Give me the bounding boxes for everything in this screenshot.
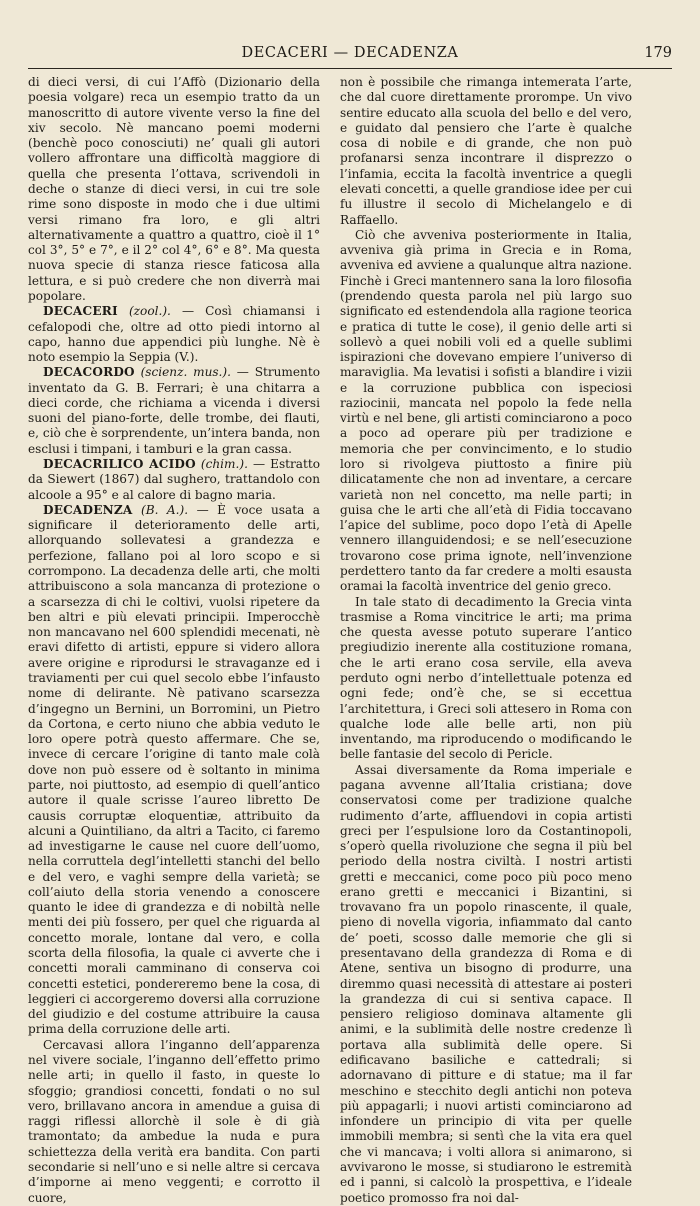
paragraph-continuation: non è possibile che rimanga intemerata l’arte, che dal cuore direttamente prorompe. Un vivo sentire educato alla scuola del bello e del vero, e guidato dal pensiero che l’arte è qualche cosa di nobile e di grande, che non può profanarsi senza incontrare il disprezzo o l’infamia, eccita la facoltà inventrice a quegli elevati concetti, a quelle grandiose idee per cui fu illustre il secolo di Michelangelo e di Raffaello. (340, 75, 632, 227)
paragraph-italia-cristiana: Assai diversamente da Roma imperiale e pagana avvenne all’Italia cristiana; dove conservatosi come per tradizione qualche rudimento d’arte, affluendovi in copia artisti greci per l’espulsione loro da Costantinopoli, s’operò quella rivoluzione che segna il più bel periodo della nostra civiltà. I nostri artisti gretti e meccanici, come poco più poco meno erano gretti e meccanici i Bizantini, si trovavano fra un popolo rinascente, il quale, pieno di novella vigoria, infiammato dal canto de’ poeti, scosso dalle memorie che gli si presentavano della grandezza di Roma e di Atene, sentiva un bisogno di produrre, una diremmo quasi necessità di attestare ai posteri la grandezza di cui si sentiva capace. Il pensiero religioso dominava altamente gli animi, e la sublimità delle nostre credenze lì portava alla sublimità delle opere. Si edificavano basiliche e cattedrali; si adornavano di pitture e di statue; ma il far meschino e stecchito degli antichi non poteva più appagarli; i nuovi artisti cominciarono ad infondere un principio di vita per quelle immobili membra; si sentì che la vita era quel che vi mancava; i volti allora si animarono, si avvivarono le mosse, si studiarono le estremità ed i panni, si calcolò la prospettiva, e l’ideale poetico promosso fra noi dal- (340, 762, 632, 1205)
entry-decaceri (28, 304, 320, 365)
entry-headword: DECADENZA (43, 502, 133, 517)
paragraph-decadimento: In tale stato di decadimento la Grecia vinta trasmise a Roma vincitrice le arti; ma prima che questa avesse potuto superare l’antico pregiudizio inerente alla costituzione romana, che le arti erano cosa servile, ella aveva perduto ogni nerbo d’intellettuale potenza ed ogni fede; ond’è che, se si eccettua l’architettura, i Greci soli attesero in Roma con qualche lode alle belle arti, non più inventando, ma riproducendo o modificando le belle fantasie del secolo di Pericle. (340, 594, 632, 762)
entry-headword: DECACERI (43, 304, 118, 319)
running-title: DECACERI — DECADENZA (241, 45, 459, 61)
left-column (28, 75, 320, 1206)
entry-category: (scienz. mus.). (140, 365, 231, 380)
running-header (28, 44, 672, 69)
entry-headword: DECACRILICO ACIDO (43, 457, 196, 472)
entry-text: — Strumento inventato da G. B. Ferrari; è una chitarra a dieci corde, che richiama a vicenda i diversi suoni del piano-forte, delle trombe, dei flauti, e, ciò che è sorprendente, un’intera banda, non esclusi i timpani, i tamburi e la gran cassa. (28, 365, 320, 456)
entry-category: (chim.). (200, 457, 248, 472)
entry-decacordo (28, 365, 320, 457)
right-column (340, 75, 632, 1206)
paragraph-deca-continuation: di dieci versi, di cui l’Affò (Dizionario della poesia volgare) reca un esempio tratto da un manoscritto di autore vivente verso la fine del xiv secolo. Nè mancano poemi moderni (benchè poco conosciuti) ne’ quali gli autori vollero affrontare una difficoltà maggiore di quella che presenta l’ottava, scrivendoli in deche o stanze di dieci versi, in cui tre sole rime sono disposte in modo che i due ultimi versi rimano fra loro, e gli altri alternativamente a quattro a quattro, cioè il 1° col 3°, 5° e 7°, e il 2° col 4°, 6° e 8°. Ma questa nuova specie di stanza riesce faticosa alla lettura, e si può credere che non diverrà mai popolare. (28, 75, 320, 303)
entry-headword: DECACORDO (43, 365, 135, 380)
paragraph-grecia-roma: Ciò che avveniva posteriormente in Italia, avveniva già prima in Grecia e in Roma, avveniva ed avviene a qualunque altra nazione. Finchè i Greci mantennero sana la loro filosofia (prendendo questa parola nel più largo suo significato ed estendendola alla ragione teorica e pratica di tutte le cose), il genio delle arti si sollevò a quei nobili voli ed a quelle sublimi ispirazioni che dovevano empiere l’universo di maraviglia. Ma levatisi i sofisti a blandire i vizii e la corruzione pubblica con ispeciosi raziocinii, mancata nel popolo la fede nella virtù e nel bene, gli artisti cominciarono a poco a poco ad operare più per tradizione e memoria che per convincimento, e lo studio loro si rivolgeva piuttosto a finire più dilicatamente che non ad inventare, a cercare varietà non nel concetto, ma nelle parti; in guisa che le arti che all’età di Fidia toccavano l’apice del sublime, poco dopo l’età di Apelle vennero illanguidendosi; e se nell’esecuzione trovarono cose prima ignote, nell’invenzione perdettero tanto da far credere a molti esausta oramai la facoltà inventrice del genio greco. (340, 227, 632, 594)
entry-text: — Così chiamansi i cefalopodi che, oltre ad otto piedi intorno al capo, hanno due appendici più lunghe. Nè è noto esempio la Seppia (V.). (28, 304, 320, 365)
entry-category: (zool.). (128, 304, 171, 319)
paragraph-cercavasi: Cercavasi allora l’inganno dell’apparenza nel vivere sociale, l’inganno dell’effetto primo nelle arti; in quello il fasto, in queste lo sfoggio; grandiosi concetti, fondati o no sul vero, brillavano ancora in amendue a guisa di raggi riflessi allorchè il sole è di già tramontato; da ambedue la nuda e pura schiettezza della verità era bandita. Con parti secondarie si nell’uno e si nelle altre si cercava d’imporne ai meno veggenti; e corrotto il cuore, (28, 1037, 320, 1205)
entry-decacrilico-acido (28, 457, 320, 503)
entry-decadenza (28, 503, 320, 1038)
page-number: 179 (644, 45, 672, 61)
entry-text: — Estratto da Siewert (1867) dal sughero, trattandolo con alcoole a 95° e al calore di bagno maria. (28, 457, 320, 502)
entry-category: (B. A.). (141, 502, 189, 517)
entry-text: — È voce usata a significare il deterioramento delle arti, allorquando sollevatesi a grandezza e perfezione, fallano poi al loro scopo e si corrompono. La decadenza delle arti, che molti attribuiscono a sola mancanza di protezione o a scarsezza di chi le coltivi, vuolsi ripetere da ben altri e più elevati principii. Imperocchè non mancavano nel 600 splendidi mecenati, nè eravi difetto di artisti, eppure si videro allora avere origine e riprodursi le stravaganze ed i traviamenti per cui quel secolo ebbe l’infausto nome di delirante. Nè pativano scarsezza d’ingegno un Bernini, un Borromini, un Pietro da Cortona, e certo niuno che abbia veduto le loro opere potrà questo affermare. Che se, invece di cercare l’origine di tanto male colà dove non può essere od è soltanto in minima parte, noi piuttosto, ad esempio di quell’antico autore il quale scrisse l’aureo libretto De causis corruptæ eloquentiæ, attribuito da alcuni a Quintiliano, da altri a Tacito, ci faremo ad investigarne le cause nel cuore dell’uomo, nella corruttela degl’intelletti stanchi del bello e del vero, e vaghi sempre della varietà; se coll’aiuto della storia venendo a conoscere quanto le idee di grandezza e di nobiltà nelle menti dei più fossero, per quel che riguarda al concetto morale, lontane dal vero, e colla scorta della filosofia, la quale ci avverte che i concetti morali camminano di conserva coi concetti estetici, pondereremo bene la cosa, di leggieri ci accorgeremo doversi alla corruzione del giudizio e del costume attribuire la causa prima della corruzione delle arti. (28, 502, 320, 1037)
